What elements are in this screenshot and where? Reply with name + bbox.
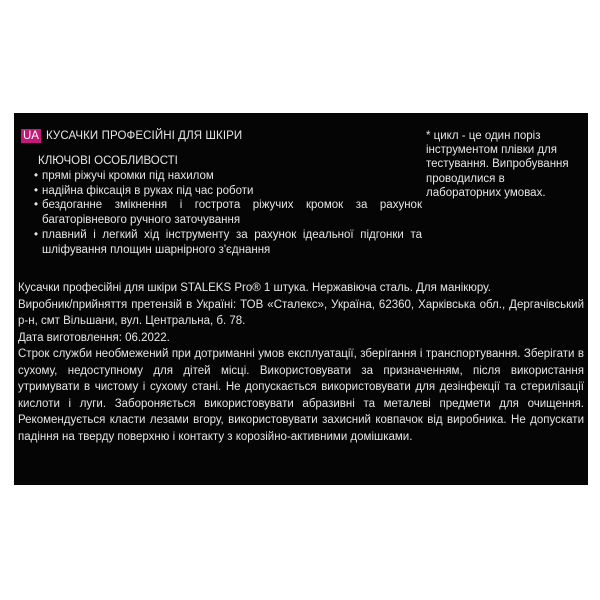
- test-note: * цикл - це один поріз інструментом плівки для тестування. Випробування проводилися в лабораторних умовах.: [426, 130, 569, 199]
- feature-item: • плавний і легкий хід інструменту за рахунок ідеальної підгонки та шліфування площин шарнірного з'єднання: [34, 228, 422, 257]
- feature-item: • прямі ріжучі кромки під нахилом: [34, 169, 422, 184]
- product-label: [14, 113, 588, 485]
- features-list: [34, 169, 422, 258]
- body-text: [18, 280, 584, 445]
- description: Кусачки професійні для шкіри STALEKS Pro® 1 штука. Нержавіюча сталь. Для манікюру.: [18, 282, 491, 294]
- product-title: КУСАЧКИ ПРОФЕСІЙНІ ДЛЯ ШКІРИ: [46, 130, 243, 142]
- language-badge: UA: [23, 130, 39, 142]
- feature-item: • бездоганне змікнення і гострота ріжучих кромок за рахунок багаторівневого ручного заточування: [34, 198, 422, 227]
- manufacture-date: Дата виготовлення: 06.2022.: [18, 331, 170, 344]
- manufacturer-info: Виробник/прийняття претензій в Україні: ТОВ «Сталекс», Україна, 62360, Харківська обл., Дергачівський р-н, смт Вільшани, вул. Центральна, б. 78.: [18, 298, 584, 327]
- care-instructions: Строк служби необмежений при дотриманні умов експлуатації, зберігання і транспортування. Зберігати в сухому, недоступному для дітей місці. Використовувати за призначенням, після використання утримувати в чистому і сухому стані. Не допускається використовувати для дезінфекції та стерилізації кислоти і луги. Забороняється використовувати абразивні та металеві предмети для очищення. Рекомендується класти лезами вгору, використовувати захисний ковпачок від виробника. Не допускати падіння на тверду поверхню і контакту з корозійно-активними домішками.: [18, 348, 584, 443]
- features-heading: КЛЮЧОВІ ОСОБЛИВОСТІ: [38, 155, 178, 167]
- feature-item: • надійна фіксація в руках під час роботи: [34, 184, 422, 199]
